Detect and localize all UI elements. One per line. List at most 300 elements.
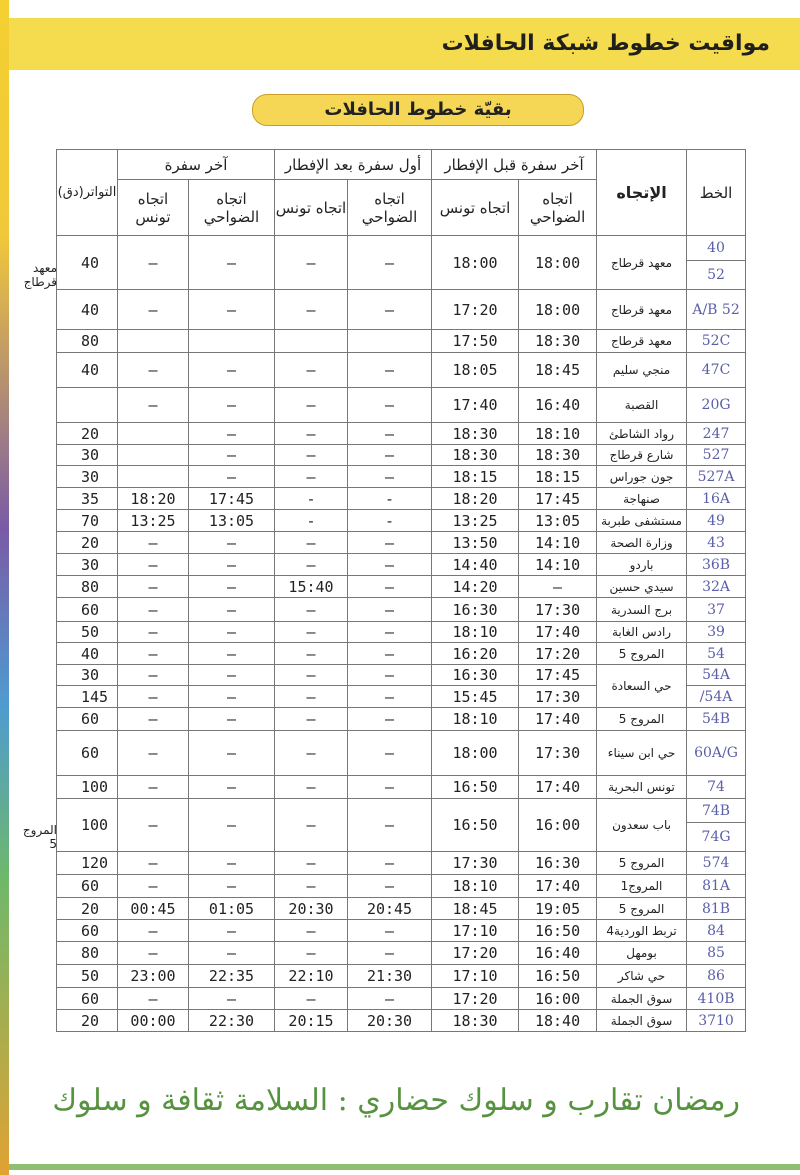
last-trip-suburbs: – bbox=[189, 776, 275, 799]
last-before-iftar-suburbs: 17:40 bbox=[519, 875, 597, 898]
frequency-minutes: 100 bbox=[57, 776, 118, 799]
direction-name: المروج 5 bbox=[597, 852, 687, 875]
last-trip-suburbs: 01:05 bbox=[189, 898, 275, 920]
sub-header-suburbs: اتجاه الضواحي bbox=[519, 180, 597, 236]
first-after-iftar-tunis: – bbox=[275, 290, 348, 330]
last-before-iftar-tunis: 17:50 bbox=[432, 330, 519, 353]
first-after-iftar-suburbs: – bbox=[348, 290, 432, 330]
schedule-body bbox=[22, 236, 746, 1032]
last-before-iftar-tunis: 17:10 bbox=[432, 920, 519, 942]
last-before-iftar-tunis: 18:30 bbox=[432, 445, 519, 466]
direction-name: معهد قرطاج bbox=[597, 236, 687, 290]
last-trip-suburbs: – bbox=[189, 988, 275, 1010]
first-after-iftar-suburbs: 20:30 bbox=[348, 1010, 432, 1032]
first-after-iftar-tunis: – bbox=[275, 799, 348, 852]
first-after-iftar-suburbs: – bbox=[348, 920, 432, 942]
last-before-iftar-suburbs: – bbox=[519, 576, 597, 598]
last-trip-tunis: – bbox=[118, 236, 189, 290]
line-number: 52 bbox=[687, 261, 746, 290]
frequency-minutes: 20 bbox=[57, 898, 118, 920]
last-trip-suburbs: – bbox=[189, 799, 275, 852]
first-after-iftar-suburbs: – bbox=[348, 388, 432, 423]
last-trip-suburbs: – bbox=[189, 290, 275, 330]
table-row bbox=[57, 510, 746, 532]
last-before-iftar-tunis: 16:30 bbox=[432, 598, 519, 622]
frequency-minutes: 60 bbox=[57, 920, 118, 942]
first-after-iftar-tunis: – bbox=[275, 643, 348, 665]
frequency-minutes: 35 bbox=[57, 488, 118, 510]
table-row bbox=[57, 852, 746, 875]
direction-name: صنهاجة bbox=[597, 488, 687, 510]
frequency-minutes: 80 bbox=[57, 330, 118, 353]
sub-header-suburbs: اتجاه الضواحي bbox=[189, 180, 275, 236]
last-before-iftar-tunis: 18:10 bbox=[432, 875, 519, 898]
direction-name: تربط الوردية4 bbox=[597, 920, 687, 942]
direction-name: معهد قرطاج bbox=[597, 330, 687, 353]
frequency-minutes: 100 bbox=[57, 799, 118, 852]
table-row bbox=[57, 598, 746, 622]
frequency-minutes: 145 bbox=[57, 686, 118, 708]
table-row bbox=[57, 554, 746, 576]
table-row bbox=[57, 731, 746, 776]
frequency-minutes: 60 bbox=[57, 875, 118, 898]
first-after-iftar-tunis: – bbox=[275, 852, 348, 875]
last-trip-suburbs: – bbox=[189, 388, 275, 423]
last-before-iftar-suburbs: 16:30 bbox=[519, 852, 597, 875]
last-before-iftar-suburbs: 18:10 bbox=[519, 423, 597, 445]
last-before-iftar-suburbs: 18:00 bbox=[519, 290, 597, 330]
last-trip-suburbs: – bbox=[189, 445, 275, 466]
table-row bbox=[57, 942, 746, 965]
last-trip-tunis: – bbox=[118, 875, 189, 898]
last-trip-suburbs: – bbox=[189, 598, 275, 622]
last-before-iftar-tunis: 17:20 bbox=[432, 290, 519, 330]
first-after-iftar-suburbs: – bbox=[348, 708, 432, 731]
last-before-iftar-suburbs: 18:45 bbox=[519, 353, 597, 388]
last-trip-tunis: – bbox=[118, 643, 189, 665]
first-after-iftar-tunis bbox=[275, 330, 348, 353]
bottom-divider bbox=[9, 1164, 800, 1170]
last-before-iftar-suburbs: 16:40 bbox=[519, 388, 597, 423]
last-trip-suburbs bbox=[189, 330, 275, 353]
last-before-iftar-tunis: 15:45 bbox=[432, 686, 519, 708]
last-before-iftar-suburbs: 14:10 bbox=[519, 532, 597, 554]
line-number: 81B bbox=[687, 898, 746, 920]
last-trip-suburbs: – bbox=[189, 554, 275, 576]
first-after-iftar-suburbs: – bbox=[348, 875, 432, 898]
line-number: 60A/G bbox=[687, 731, 746, 776]
frequency-minutes: 20 bbox=[57, 423, 118, 445]
first-after-iftar-tunis: – bbox=[275, 598, 348, 622]
direction-name: مستشفى طبربة bbox=[597, 510, 687, 532]
last-before-iftar-tunis: 18:05 bbox=[432, 353, 519, 388]
first-after-iftar-suburbs: 20:45 bbox=[348, 898, 432, 920]
first-after-iftar-tunis: – bbox=[275, 466, 348, 488]
last-before-iftar-suburbs: 19:05 bbox=[519, 898, 597, 920]
last-before-iftar-suburbs: 14:10 bbox=[519, 554, 597, 576]
direction-name: رادس الغابة bbox=[597, 622, 687, 643]
last-trip-suburbs: – bbox=[189, 423, 275, 445]
last-before-iftar-tunis: 18:10 bbox=[432, 622, 519, 643]
first-after-iftar-suburbs: – bbox=[348, 665, 432, 686]
first-after-iftar-suburbs: – bbox=[348, 423, 432, 445]
line-number: 527 bbox=[687, 445, 746, 466]
first-after-iftar-tunis: – bbox=[275, 423, 348, 445]
last-before-iftar-tunis: 16:30 bbox=[432, 665, 519, 686]
last-before-iftar-suburbs: 17:40 bbox=[519, 776, 597, 799]
first-after-iftar-tunis: – bbox=[275, 665, 348, 686]
last-before-iftar-suburbs: 17:20 bbox=[519, 643, 597, 665]
frequency-minutes bbox=[57, 388, 118, 423]
direction-name: حي ابن سيناء bbox=[597, 731, 687, 776]
last-trip-tunis: – bbox=[118, 290, 189, 330]
last-before-iftar-tunis: 18:30 bbox=[432, 1010, 519, 1032]
line-number: 574 bbox=[687, 852, 746, 875]
first-after-iftar-tunis: – bbox=[275, 920, 348, 942]
direction-name: سوق الجملة bbox=[597, 1010, 687, 1032]
frequency-minutes: 40 bbox=[57, 236, 118, 290]
direction-name: منجي سليم bbox=[597, 353, 687, 388]
last-trip-tunis: – bbox=[118, 665, 189, 686]
line-number: 3710 bbox=[687, 1010, 746, 1032]
last-trip-tunis: 00:00 bbox=[118, 1010, 189, 1032]
direction-name: بومهل bbox=[597, 942, 687, 965]
first-after-iftar-suburbs: – bbox=[348, 942, 432, 965]
last-trip-suburbs: – bbox=[189, 920, 275, 942]
first-after-iftar-tunis: – bbox=[275, 353, 348, 388]
frequency-minutes: 40 bbox=[57, 290, 118, 330]
last-before-iftar-tunis: 17:20 bbox=[432, 988, 519, 1010]
page-title: مواقيت خطوط شبكة الحافلات bbox=[441, 31, 770, 56]
table-row bbox=[57, 388, 746, 423]
line-number: 85 bbox=[687, 942, 746, 965]
last-trip-tunis: – bbox=[118, 920, 189, 942]
table-row bbox=[57, 875, 746, 898]
first-after-iftar-tunis: 20:15 bbox=[275, 1010, 348, 1032]
direction-name: حي السعادة bbox=[597, 665, 687, 708]
sub-header-suburbs: اتجاه الضواحي bbox=[348, 180, 432, 236]
last-before-iftar-tunis: 18:45 bbox=[432, 898, 519, 920]
last-before-iftar-suburbs: 18:15 bbox=[519, 466, 597, 488]
last-before-iftar-suburbs: 17:45 bbox=[519, 488, 597, 510]
last-before-iftar-suburbs: 18:30 bbox=[519, 330, 597, 353]
last-trip-tunis: – bbox=[118, 731, 189, 776]
sub-header-tunis: اتجاه تونس bbox=[432, 180, 519, 236]
last-trip-suburbs: – bbox=[189, 622, 275, 643]
frequency-minutes: 40 bbox=[57, 353, 118, 388]
frequency-minutes: 80 bbox=[57, 576, 118, 598]
last-before-iftar-tunis: 18:20 bbox=[432, 488, 519, 510]
col-header-last-trip: آخر سفرة bbox=[118, 150, 275, 180]
first-after-iftar-suburbs: – bbox=[348, 554, 432, 576]
line-number: 37 bbox=[687, 598, 746, 622]
line-number: 16A bbox=[687, 488, 746, 510]
last-before-iftar-suburbs: 16:40 bbox=[519, 942, 597, 965]
first-after-iftar-tunis: – bbox=[275, 622, 348, 643]
last-before-iftar-suburbs: 16:50 bbox=[519, 965, 597, 988]
frequency-minutes: 30 bbox=[57, 665, 118, 686]
last-before-iftar-tunis: 14:40 bbox=[432, 554, 519, 576]
last-trip-suburbs: – bbox=[189, 686, 275, 708]
line-number: 410B bbox=[687, 988, 746, 1010]
direction-name: باردو bbox=[597, 554, 687, 576]
first-after-iftar-suburbs: – bbox=[348, 686, 432, 708]
direction-name: جون جوراس bbox=[597, 466, 687, 488]
first-after-iftar-suburbs: - bbox=[348, 510, 432, 532]
direction-name: القصبة bbox=[597, 388, 687, 423]
table-row bbox=[57, 799, 746, 823]
frequency-minutes: 50 bbox=[57, 622, 118, 643]
last-before-iftar-tunis: 18:00 bbox=[432, 731, 519, 776]
last-trip-suburbs: 22:30 bbox=[189, 1010, 275, 1032]
first-after-iftar-tunis: 15:40 bbox=[275, 576, 348, 598]
last-trip-tunis: – bbox=[118, 686, 189, 708]
last-trip-suburbs: – bbox=[189, 236, 275, 290]
table-row bbox=[57, 776, 746, 799]
first-after-iftar-suburbs: – bbox=[348, 353, 432, 388]
direction-name: المروج1 bbox=[597, 875, 687, 898]
table-row bbox=[57, 290, 746, 330]
line-number: 54B bbox=[687, 708, 746, 731]
last-before-iftar-suburbs: 17:40 bbox=[519, 708, 597, 731]
last-before-iftar-suburbs: 13:05 bbox=[519, 510, 597, 532]
table-row bbox=[57, 423, 746, 445]
table-row bbox=[57, 622, 746, 643]
first-after-iftar-suburbs: – bbox=[348, 622, 432, 643]
line-number: 49 bbox=[687, 510, 746, 532]
last-trip-tunis: – bbox=[118, 388, 189, 423]
line-number: 52C bbox=[687, 330, 746, 353]
first-after-iftar-suburbs: – bbox=[348, 799, 432, 852]
first-after-iftar-tunis: - bbox=[275, 488, 348, 510]
line-number: 39 bbox=[687, 622, 746, 643]
frequency-minutes: 30 bbox=[57, 554, 118, 576]
last-before-iftar-suburbs: 16:00 bbox=[519, 988, 597, 1010]
line-number: 74B bbox=[687, 799, 746, 823]
table-row bbox=[57, 576, 746, 598]
direction-name: وزارة الصحة bbox=[597, 532, 687, 554]
first-after-iftar-suburbs bbox=[348, 330, 432, 353]
frequency-minutes: 40 bbox=[57, 643, 118, 665]
last-trip-tunis bbox=[118, 423, 189, 445]
last-trip-tunis: – bbox=[118, 988, 189, 1010]
first-after-iftar-suburbs: – bbox=[348, 598, 432, 622]
frequency-minutes: 60 bbox=[57, 988, 118, 1010]
direction-name: سوق الجملة bbox=[597, 988, 687, 1010]
first-after-iftar-suburbs: – bbox=[348, 988, 432, 1010]
last-before-iftar-suburbs: 18:00 bbox=[519, 236, 597, 290]
last-trip-suburbs: – bbox=[189, 532, 275, 554]
footer-slogan: رمضان تقارب و سلوك حضاري : السلامة ثقافة و سلوك bbox=[52, 1083, 740, 1118]
last-before-iftar-tunis: 18:15 bbox=[432, 466, 519, 488]
last-before-iftar-suburbs: 17:45 bbox=[519, 665, 597, 686]
first-after-iftar-suburbs: – bbox=[348, 445, 432, 466]
line-number: 54A/ bbox=[687, 686, 746, 708]
direction-name: باب سعدون bbox=[597, 799, 687, 852]
first-after-iftar-suburbs: – bbox=[348, 466, 432, 488]
first-after-iftar-suburbs: – bbox=[348, 236, 432, 290]
line-number: 20G bbox=[687, 388, 746, 423]
first-after-iftar-tunis: – bbox=[275, 776, 348, 799]
first-after-iftar-tunis: – bbox=[275, 236, 348, 290]
first-after-iftar-suburbs: – bbox=[348, 532, 432, 554]
last-trip-tunis: – bbox=[118, 353, 189, 388]
last-trip-suburbs: – bbox=[189, 942, 275, 965]
first-after-iftar-tunis: – bbox=[275, 388, 348, 423]
section-subtitle: بقيّة خطوط الحافلات bbox=[252, 94, 584, 126]
table-row bbox=[57, 532, 746, 554]
last-before-iftar-tunis: 18:10 bbox=[432, 708, 519, 731]
frequency-minutes: 60 bbox=[57, 708, 118, 731]
last-trip-suburbs: 22:35 bbox=[189, 965, 275, 988]
frequency-minutes: 20 bbox=[57, 1010, 118, 1032]
first-after-iftar-suburbs: – bbox=[348, 852, 432, 875]
line-number: 81A bbox=[687, 875, 746, 898]
table-row bbox=[57, 965, 746, 988]
last-before-iftar-tunis: 16:50 bbox=[432, 776, 519, 799]
line-number: 74G bbox=[687, 823, 746, 852]
last-before-iftar-tunis: 16:20 bbox=[432, 643, 519, 665]
last-before-iftar-suburbs: 18:40 bbox=[519, 1010, 597, 1032]
last-trip-suburbs: – bbox=[189, 852, 275, 875]
first-after-iftar-tunis: – bbox=[275, 942, 348, 965]
last-before-iftar-suburbs: 17:40 bbox=[519, 622, 597, 643]
last-before-iftar-tunis: 17:40 bbox=[432, 388, 519, 423]
table-row bbox=[57, 898, 746, 920]
sub-header-tunis: اتجاه تونس bbox=[275, 180, 348, 236]
table-row bbox=[57, 988, 746, 1010]
table-row bbox=[57, 665, 746, 686]
first-after-iftar-tunis: 22:10 bbox=[275, 965, 348, 988]
line-number: 40 bbox=[687, 236, 746, 261]
table-row: 52 معهد قرطاج bbox=[57, 261, 746, 290]
last-before-iftar-tunis: 18:00 bbox=[432, 236, 519, 290]
col-header-first-after-iftar: أول سفرة بعد الإفطار bbox=[275, 150, 432, 180]
col-header-direction: الإتجاه bbox=[597, 150, 687, 236]
last-before-iftar-suburbs: 18:30 bbox=[519, 445, 597, 466]
first-after-iftar-tunis: 20:30 bbox=[275, 898, 348, 920]
direction-name: تونس البحرية bbox=[597, 776, 687, 799]
bus-schedule-table bbox=[22, 149, 746, 1032]
last-before-iftar-suburbs: 17:30 bbox=[519, 731, 597, 776]
line-number: 527A bbox=[687, 466, 746, 488]
first-after-iftar-suburbs: – bbox=[348, 776, 432, 799]
frequency-minutes: 60 bbox=[57, 598, 118, 622]
last-before-iftar-tunis: 16:50 bbox=[432, 799, 519, 852]
last-trip-suburbs: – bbox=[189, 466, 275, 488]
direction-name: سيدي حسين bbox=[597, 576, 687, 598]
frequency-minutes: 70 bbox=[57, 510, 118, 532]
first-after-iftar-tunis: – bbox=[275, 445, 348, 466]
last-trip-suburbs: – bbox=[189, 875, 275, 898]
last-before-iftar-tunis: 17:20 bbox=[432, 942, 519, 965]
table-row bbox=[57, 445, 746, 466]
header-bar bbox=[9, 18, 800, 70]
direction-name: المروج 5 bbox=[597, 708, 687, 731]
line-number: 54A bbox=[687, 665, 746, 686]
last-trip-tunis: – bbox=[118, 598, 189, 622]
last-trip-tunis: 23:00 bbox=[118, 965, 189, 988]
direction-name: برج السدرية bbox=[597, 598, 687, 622]
last-trip-suburbs: 13:05 bbox=[189, 510, 275, 532]
table-row bbox=[57, 920, 746, 942]
last-trip-tunis: – bbox=[118, 852, 189, 875]
table-row bbox=[57, 466, 746, 488]
col-header-line: الخط bbox=[687, 150, 746, 236]
first-after-iftar-tunis: – bbox=[275, 988, 348, 1010]
first-after-iftar-tunis: – bbox=[275, 554, 348, 576]
line-number: 84 bbox=[687, 920, 746, 942]
table-row: 74G المروج 5 bbox=[57, 823, 746, 852]
col-header-last-before-iftar: آخر سفرة قبل الإفطار bbox=[432, 150, 597, 180]
frequency-minutes: 30 bbox=[57, 445, 118, 466]
last-trip-tunis: – bbox=[118, 532, 189, 554]
last-trip-tunis: 18:20 bbox=[118, 488, 189, 510]
line-number: 52 A/B bbox=[687, 290, 746, 330]
first-after-iftar-tunis: – bbox=[275, 686, 348, 708]
first-after-iftar-tunis: - bbox=[275, 510, 348, 532]
direction-name: رواد الشاطئ bbox=[597, 423, 687, 445]
last-trip-tunis bbox=[118, 445, 189, 466]
table-row bbox=[57, 1010, 746, 1032]
last-before-iftar-tunis: 13:25 bbox=[432, 510, 519, 532]
direction-name: معهد قرطاج bbox=[597, 290, 687, 330]
frequency-minutes: 50 bbox=[57, 965, 118, 988]
last-before-iftar-suburbs: 16:00 bbox=[519, 799, 597, 852]
line-number: 74 bbox=[687, 776, 746, 799]
last-before-iftar-tunis: 14:20 bbox=[432, 576, 519, 598]
table-row bbox=[57, 708, 746, 731]
last-before-iftar-suburbs: 16:50 bbox=[519, 920, 597, 942]
direction-name: حي شاكر bbox=[597, 965, 687, 988]
table-row bbox=[57, 353, 746, 388]
first-after-iftar-tunis: – bbox=[275, 532, 348, 554]
first-after-iftar-suburbs: - bbox=[348, 488, 432, 510]
frequency-minutes: 20 bbox=[57, 532, 118, 554]
direction-name: شارع قرطاج bbox=[597, 445, 687, 466]
last-trip-suburbs: – bbox=[189, 353, 275, 388]
direction-name: المروج 5 bbox=[597, 643, 687, 665]
last-trip-tunis bbox=[118, 466, 189, 488]
line-number: 36B bbox=[687, 554, 746, 576]
line-number: 54 bbox=[687, 643, 746, 665]
last-trip-tunis: – bbox=[118, 708, 189, 731]
table-row bbox=[57, 330, 746, 353]
first-after-iftar-suburbs: 21:30 bbox=[348, 965, 432, 988]
table-row bbox=[57, 488, 746, 510]
last-trip-tunis: – bbox=[118, 576, 189, 598]
first-after-iftar-tunis: – bbox=[275, 875, 348, 898]
last-trip-suburbs: – bbox=[189, 708, 275, 731]
last-before-iftar-tunis: 18:30 bbox=[432, 423, 519, 445]
last-trip-tunis: 00:45 bbox=[118, 898, 189, 920]
frequency-minutes: 80 bbox=[57, 942, 118, 965]
sub-header-tunis: اتجاه تونس bbox=[118, 180, 189, 236]
first-after-iftar-suburbs: – bbox=[348, 643, 432, 665]
table-row bbox=[57, 643, 746, 665]
last-trip-tunis: – bbox=[118, 942, 189, 965]
last-trip-suburbs: – bbox=[189, 643, 275, 665]
first-after-iftar-tunis: – bbox=[275, 708, 348, 731]
last-before-iftar-tunis: 13:50 bbox=[432, 532, 519, 554]
last-before-iftar-suburbs: 17:30 bbox=[519, 686, 597, 708]
first-after-iftar-tunis: – bbox=[275, 731, 348, 776]
last-trip-tunis: – bbox=[118, 554, 189, 576]
direction-name: المروج 5 bbox=[597, 898, 687, 920]
decorative-side-strip bbox=[0, 0, 9, 1175]
last-trip-suburbs: – bbox=[189, 665, 275, 686]
first-after-iftar-suburbs: – bbox=[348, 731, 432, 776]
